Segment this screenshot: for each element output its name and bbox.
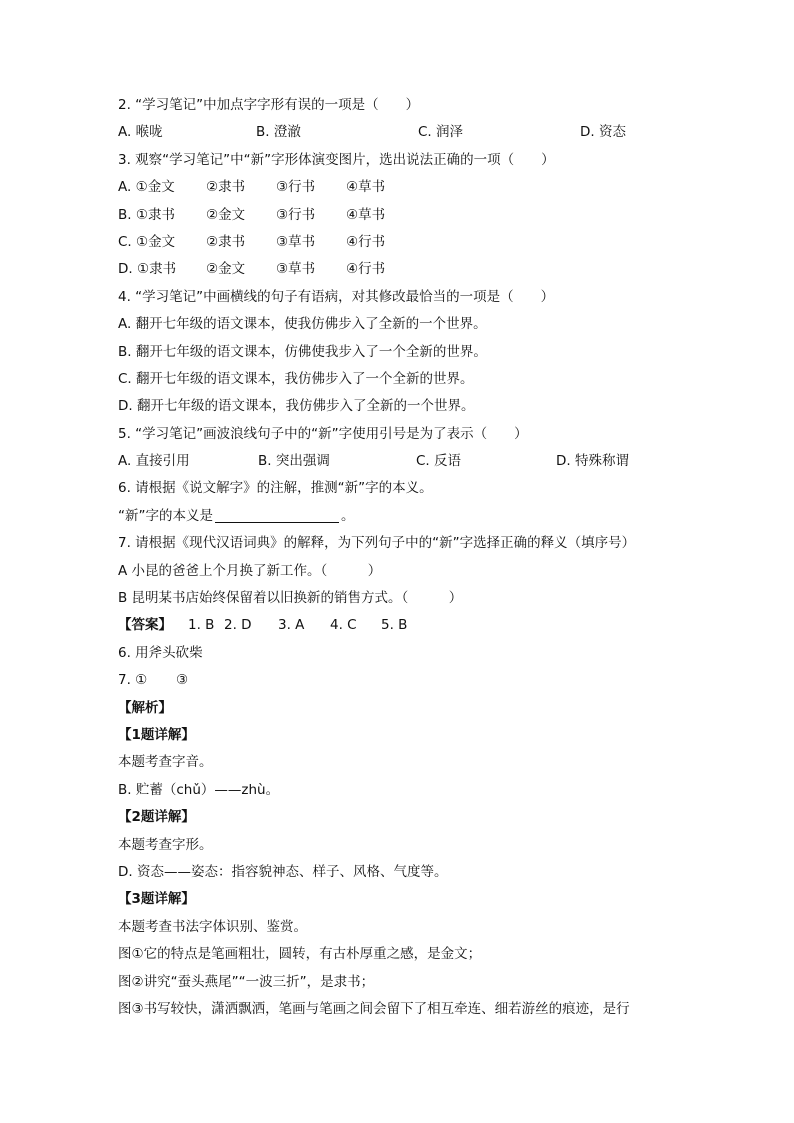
- q7-sentence-b: B 昆明某书店始终保留着以旧换新的销售方式。（ ）: [118, 590, 463, 607]
- q3-option-c-item-1: ①金文: [136, 233, 176, 250]
- q4-option-c: C. 翻开七年级的语文课本，我仿佛步入了一个全新的世界。: [118, 370, 474, 387]
- q3-option-d-item-1: ①隶书: [136, 261, 177, 278]
- detail-3-title: 【3题详解】: [118, 891, 195, 908]
- answers-label: 【答案】: [118, 617, 172, 634]
- q3-option-b-item-2: ②金文: [206, 206, 246, 223]
- detail-2-line-1: 本题考查字形。: [118, 836, 213, 853]
- answer-4: 4. C: [330, 617, 357, 634]
- detail-3-line-3: 图②讲究“蚕头燕尾”“一波三折”，是隶书；: [118, 973, 375, 990]
- q3-option-a-item-2: ②隶书: [206, 179, 246, 196]
- q4-option-a: A. 翻开七年级的语文课本，使我仿佛步入了全新的一个世界。: [118, 316, 487, 333]
- detail-2-title: 【2题详解】: [118, 809, 195, 826]
- q3-option-d-item-4: ④行书: [346, 261, 386, 278]
- q3-option-d: [118, 256, 678, 283]
- q3-option-a-item-4: ④草书: [346, 179, 386, 196]
- q3-option-a: [118, 174, 678, 201]
- question-2-stem: 2. “学习笔记”中加点字字形有误的一项是（ ）: [118, 97, 420, 113]
- answer-5: 5. B: [381, 617, 408, 634]
- answer-3: 3. A: [278, 617, 305, 634]
- detail-3-line-1: 本题考查书法字体识别、鉴赏。: [118, 918, 307, 935]
- q2-option-b: B. 澄澈: [256, 124, 301, 141]
- detail-3-line-4: 图③书写较快，潇洒飘洒，笔画与笔画之间会留下了相互牵连、细若游丝的痕迹，是行: [118, 1000, 630, 1017]
- analysis-title: 【解析】: [118, 699, 172, 716]
- q3-option-c: [118, 229, 678, 256]
- answer-2: 2. D: [224, 617, 252, 634]
- detail-1-line-2: B. 贮蓄（chǔ）——zhù。: [118, 781, 280, 798]
- q5-option-c: C. 反语: [416, 453, 462, 470]
- answer-7-prefix: 7. ①: [118, 672, 148, 689]
- q4-option-b: B. 翻开七年级的语文课本，仿佛使我步入了一个全新的世界。: [118, 343, 487, 360]
- question-4-stem: 4. “学习笔记”中画横线的句子有语病，对其修改最恰当的一项是（ ）: [118, 288, 555, 305]
- q5-option-a: A. 直接引用: [118, 453, 190, 470]
- q3-option-b-label: B.: [118, 206, 136, 223]
- q3-option-a-item-1: ①金文: [135, 179, 175, 196]
- detail-2-line-2: D. 资态——姿态：指容貌神态、样子、风格、气度等。: [118, 863, 448, 880]
- q3-option-c-item-2: ②隶书: [206, 233, 246, 250]
- q3-option-b-item-4: ④草书: [346, 206, 386, 223]
- q5-option-d: D. 特殊称谓: [556, 453, 629, 470]
- q6-answer-blank: [215, 508, 339, 523]
- question-6-stem: 6. 请根据《说文解字》的注解，推测“新”字的本义。: [118, 480, 433, 497]
- detail-1-title: 【1题详解】: [118, 726, 195, 743]
- q3-option-b: [118, 202, 678, 229]
- question-3-stem: 3. 观察“学习笔记”中“新”字形体演变图片，选出说法正确的一项（ ）: [118, 151, 555, 168]
- q6-answer-prefix: “新”字的本义是: [118, 507, 213, 524]
- answer-6: 6. 用斧头砍柴: [118, 644, 203, 661]
- answer-7-second: ③: [176, 672, 189, 689]
- detail-3-line-2: 图①它的特点是笔画粗壮，圆转，有古朴厚重之感，是金文；: [118, 946, 482, 963]
- q3-option-d-item-2: ②金文: [206, 261, 246, 278]
- question-5-options: [118, 448, 678, 475]
- q3-option-c-item-4: ④行书: [346, 233, 386, 250]
- answers-line: [118, 612, 678, 639]
- q3-option-d-item-3: ③草书: [276, 261, 316, 278]
- q3-option-d-label: D.: [118, 261, 137, 278]
- q7-sentence-a: A 小昆的爸爸上个月换了新工作。（ ）: [118, 562, 382, 579]
- q3-option-b-item-1: ①隶书: [135, 206, 175, 223]
- document-page: [118, 92, 678, 1023]
- answer-1: 1. B: [188, 617, 215, 634]
- q2-option-a: A. 喉咙: [118, 124, 163, 141]
- detail-1-line-1: 本题考查字音。: [118, 754, 213, 771]
- q3-option-c-item-3: ③草书: [276, 233, 316, 250]
- q3-option-b-item-3: ③行书: [276, 206, 316, 223]
- q3-option-a-label: A.: [118, 179, 136, 196]
- question-2-options: [118, 119, 678, 146]
- q3-option-c-label: C.: [118, 233, 137, 250]
- q2-option-c: C. 润泽: [418, 124, 464, 141]
- question-6-answer-line: [118, 503, 678, 530]
- q2-option-d: D. 资态: [580, 124, 626, 141]
- q6-answer-suffix: 。: [341, 507, 355, 524]
- question-7-stem: 7. 请根据《现代汉语词典》的解释，为下列句子中的“新”字选择正确的释义（填序号）: [118, 535, 636, 552]
- q4-option-d: D. 翻开七年级的语文课本，我仿佛步入了全新的一个世界。: [118, 398, 475, 415]
- answer-7: [118, 667, 678, 694]
- q3-option-a-item-3: ③行书: [276, 179, 316, 196]
- q5-option-b: B. 突出强调: [258, 453, 330, 470]
- question-5-stem: 5. “学习笔记”画波浪线句子中的“新”字使用引号是为了表示（ ）: [118, 425, 528, 442]
